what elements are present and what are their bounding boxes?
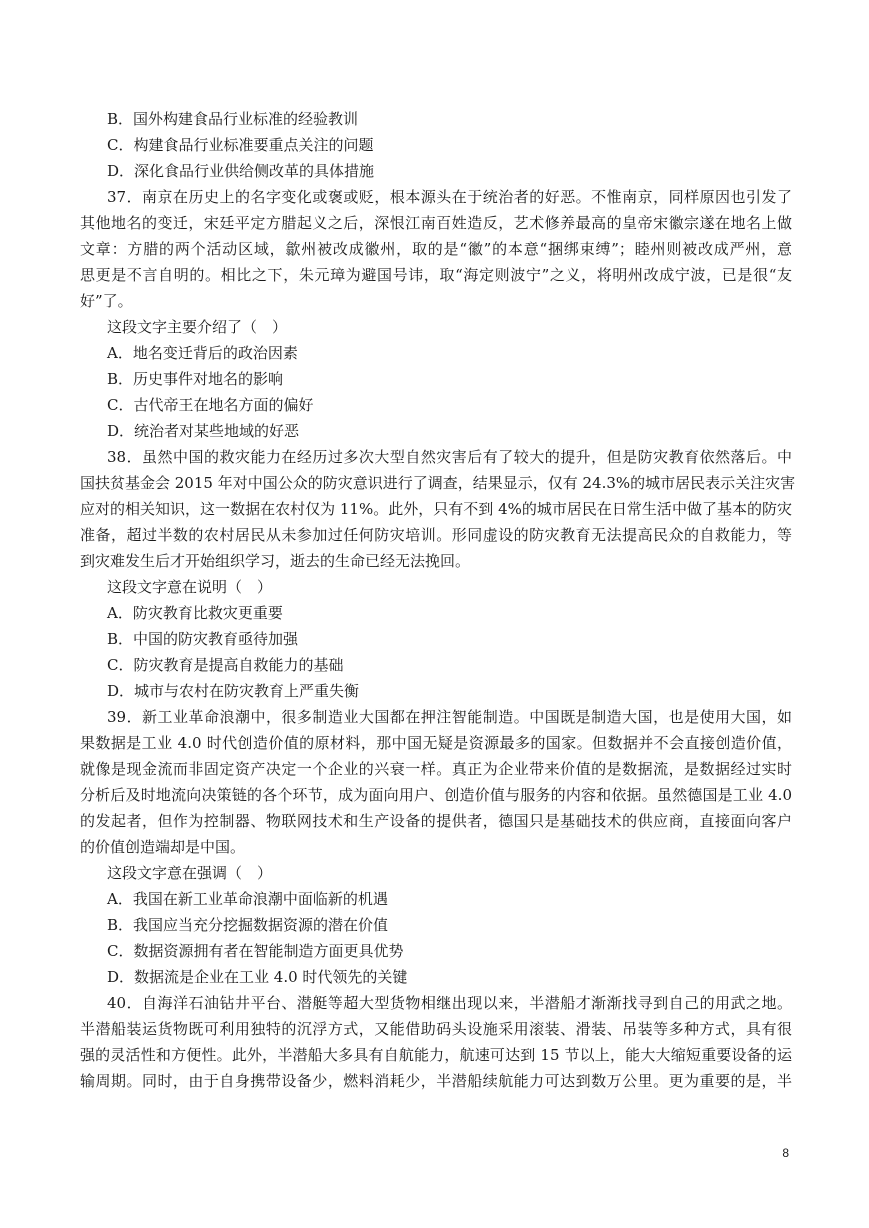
q38-option-d: D．城市与农村在防灾教育上严重失衡 — [107, 682, 360, 700]
q39-passage-line: 就像是现金流而非固定资产决定一个企业的兴衰一样。真正为企业带来价值的是数据流，是数据经过实时 — [80, 760, 792, 778]
q39-stem: 这段文字意在强调（ ） — [107, 864, 273, 882]
q38-option-c: C．防灾教育是提高自救能力的基础 — [107, 656, 344, 674]
q39-passage-line: 的发起者，但作为控制器、物联网技术和生产设备的提供者，德国只是基础技术的供应商，直接面向客户 — [80, 812, 792, 830]
q38-passage-line: 到灾难发生后才开始组织学习，逝去的生命已经无法挽回。 — [80, 552, 471, 570]
question-38 — [80, 444, 796, 704]
q39-option-a: A．我国在新工业革命浪潮中面临新的机遇 — [107, 890, 388, 908]
q38-passage-line: 应对的相关知识，这一数据在农村仅为 11%。此外，只有不到 4%的城市居民在日常生活中做了基本的防灾 — [80, 500, 792, 518]
q38-option-b: B．中国的防灾教育亟待加强 — [107, 630, 299, 648]
q40-passage-line: 强的灵活性和方便性。此外，半潜船大多具有自航能力，航速可达到 15 节以上，能大大缩短重要设备的运 — [80, 1046, 792, 1064]
q40-passage-line: 输周期。同时，由于自身携带设备少，燃料消耗少，半潜船续航能力可达到数万公里。更为重要的是，半 — [80, 1072, 792, 1090]
q37-option-b: B．历史事件对地名的影响 — [107, 370, 284, 388]
prev-option-b: B．国外构建食品行业标准的经验教训 — [107, 110, 359, 128]
q38-passage-line: 38．虽然中国的救灾能力在经历过多次大型自然灾害后有了较大的提升，但是防灾教育依然落后。中 — [107, 448, 792, 466]
q39-option-d: D．数据流是企业在工业 4.0 时代领先的关键 — [107, 968, 408, 986]
q37-option-d: D．统治者对某些地域的好恶 — [107, 422, 300, 440]
q37-passage-line: 文章：方腊的两个活动区域，歙州被改成徽州，取的是“徽”的本意“捆绑束缚”；睦州则被改成严州，意 — [80, 240, 792, 258]
page-content — [80, 106, 796, 1094]
q37-stem: 这段文字主要介绍了（ ） — [107, 318, 288, 336]
q40-passage-line: 40．自海洋石油钻井平台、潜艇等超大型货物相继出现以来，半潜船才渐渐找寻到自己的用武之地。 — [107, 994, 792, 1012]
question-39 — [80, 704, 792, 990]
q37-passage-line: 37．南京在历史上的名字变化或褒或贬，根本源头在于统治者的好恶。不惟南京，同样原因也引发了 — [107, 188, 792, 206]
q37-passage-line: 好”了。 — [80, 292, 133, 310]
question-40 — [80, 990, 792, 1094]
q40-passage-line: 半潜船装运货物既可利用独特的沉浮方式，又能借助码头设施采用滚装、滑装、吊装等多种方式，具有很 — [80, 1020, 792, 1038]
q39-passage-line: 果数据是工业 4.0 时代创造价值的原材料，那中国无疑是资源最多的国家。但数据并不会直接创造价值， — [80, 734, 792, 752]
prev-option-c: C．构建食品行业标准要重点关注的问题 — [107, 136, 374, 154]
q37-option-a: A．地名变迁背后的政治因素 — [107, 344, 298, 362]
page-number: 8 — [782, 1146, 789, 1160]
q38-stem: 这段文字意在说明（ ） — [107, 578, 273, 596]
q39-passage-line: 的价值创造端却是中国。 — [80, 838, 246, 856]
prev-option-d: D．深化食品行业供给侧改革的具体措施 — [107, 162, 375, 180]
q39-option-b: B．我国应当充分挖掘数据资源的潜在价值 — [107, 916, 389, 934]
question-37 — [80, 184, 792, 444]
q38-option-a: A．防灾教育比救灾更重要 — [107, 604, 283, 622]
q39-passage-line: 分析后及时地流向决策链的各个环节，成为面向用户、创造价值与服务的内容和依据。虽然德国是工业 4.0 — [80, 786, 792, 804]
q38-passage-line: 国扶贫基金会 2015 年对中国公众的防灾意识进行了调查，结果显示，仅有 24.3%的城市居民表示关注灾害 — [80, 474, 796, 492]
q37-passage-line: 其他地名的变迁，宋廷平定方腊起义之后，深恨江南百姓造反，艺术修养最高的皇帝宋徽宗遂在地名上做 — [80, 214, 792, 232]
q39-passage-line: 39．新工业革命浪潮中，很多制造业大国都在押注智能制造。中国既是制造大国，也是使用大国，如 — [107, 708, 792, 726]
q37-passage-line: 思更是不言自明的。相比之下，朱元璋为避国号讳，取“海定则波宁”之义，将明州改成宁波，已是很“友 — [80, 266, 792, 284]
q39-option-c: C．数据资源拥有者在智能制造方面更具优势 — [107, 942, 404, 960]
q38-passage-line: 准备，超过半数的农村居民从未参加过任何防灾培训。形同虚设的防灾教育无法提高民众的自救能力，等 — [80, 526, 792, 544]
q37-option-c: C．古代帝王在地名方面的偏好 — [107, 396, 314, 414]
